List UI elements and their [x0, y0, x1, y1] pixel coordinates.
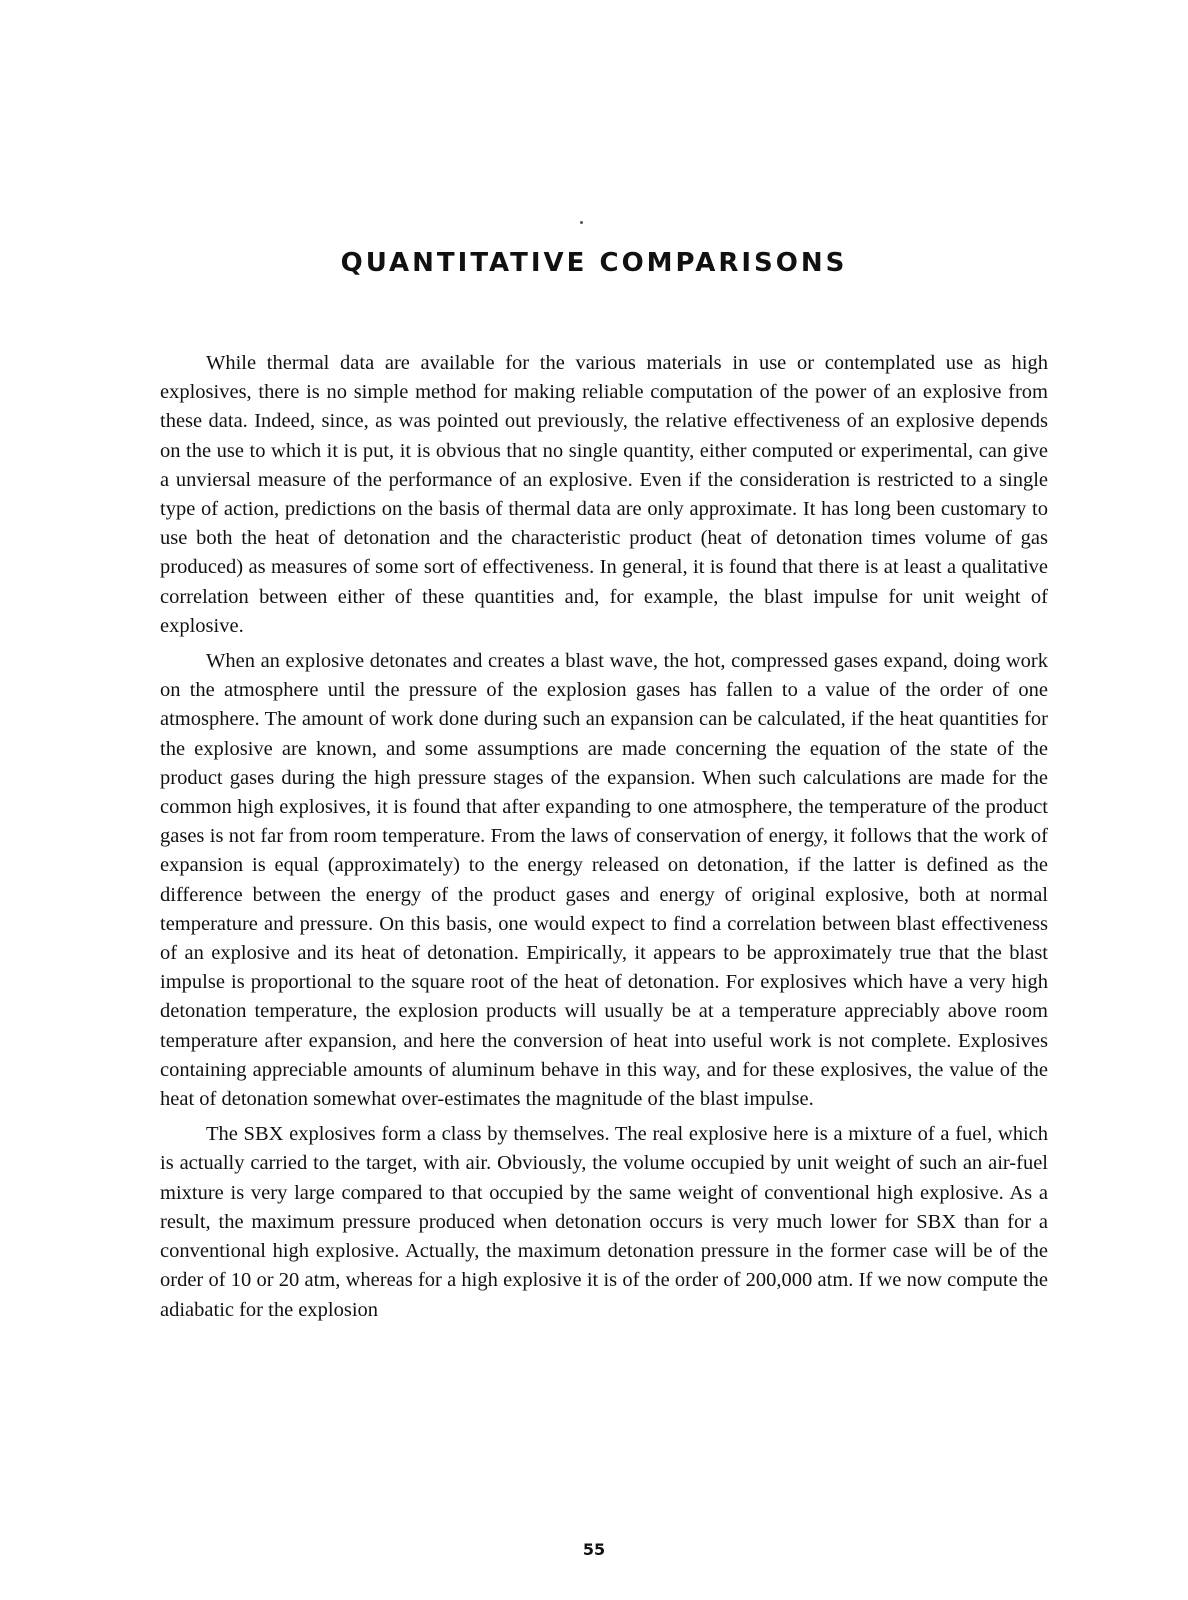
page-title: QUANTITATIVE COMPARISONS	[340, 248, 848, 278]
paragraph-1: While thermal data are available for the various materials in use or contemplated use as high explosives, there is no simple method for making reliable computation of the power of an explosive from these data. Indeed, since, as was pointed out previously, the relative effectiveness of an explosive depends on the use to which it is put, it is obvious that no single quantity, either computed or experimental, can give a unviersal measure of the performance of an explosive. Even if the consideration is restricted to a single type of action, predictions on the basis of thermal data are only approximate. It has long been customary to use both the heat of detonation and the characteristic product (heat of detonation times volume of gas produced) as measures of some sort of effectiveness. In general, it is found that there is at least a qualitative correlation between either of these quantities and, for example, the blast impulse for unit weight of explosive.	[160, 352, 1048, 637]
body-text	[160, 349, 1048, 1331]
paragraph-3: The SBX explosives form a class by themselves. The real explosive here is a mixture of a fuel, which is actually carried to the target, with air. Obviously, the volume occupied by unit weight of such an air-fuel mixture is very large compared to that occupied by the same weight of conventional high explosive. As a result, the maximum pressure produced when detonation occurs is very much lower for SBX than for a conventional high explosive. Actually, the maximum detonation pressure in the former case will be of the order of 10 or 20 atm, whereas for a high explosive it is of the order of 200,000 atm. If we now compute the adiabatic for the explosion	[160, 1123, 1048, 1321]
print-speck	[580, 221, 583, 224]
page-number: 55	[582, 1540, 606, 1559]
paragraph-2: When an explosive detonates and creates a blast wave, the hot, compressed gases expand, doing work on the atmosphere until the pressure of the explosion gases has fallen to a value of the order of one atmosphere. The amount of work done during such an expansion can be calculated, if the heat quantities for the explosive are known, and some assumptions are made concerning the equation of the state of the product gases during the high pressure stages of the expansion. When such calculations are made for the common high explosives, it is found that after expanding to one atmosphere, the temperature of the product gases is not far from room temperature. From the laws of conservation of energy, it follows that the work of expansion is equal (approximately) to the energy released on detonation, if the latter is defined as the difference between the energy of the product gases and energy of original explosive, both at normal temperature and pressure. On this basis, one would expect to find a correlation between blast effectiveness of an explosive and its heat of detonation. Empirically, it appears to be approximately true that the blast impulse is proportional to the square root of the heat of detonation. For explosives which have a very high detonation temperature, the explosion products will usually be at a temperature appreciably above room temperature after expansion, and here the conversion of heat into useful work is not complete. Explosives containing appreciable amounts of aluminum behave in this way, and for these explosives, the value of the heat of detonation somewhat over-estimates the magnitude of the blast impulse.	[160, 650, 1048, 1111]
